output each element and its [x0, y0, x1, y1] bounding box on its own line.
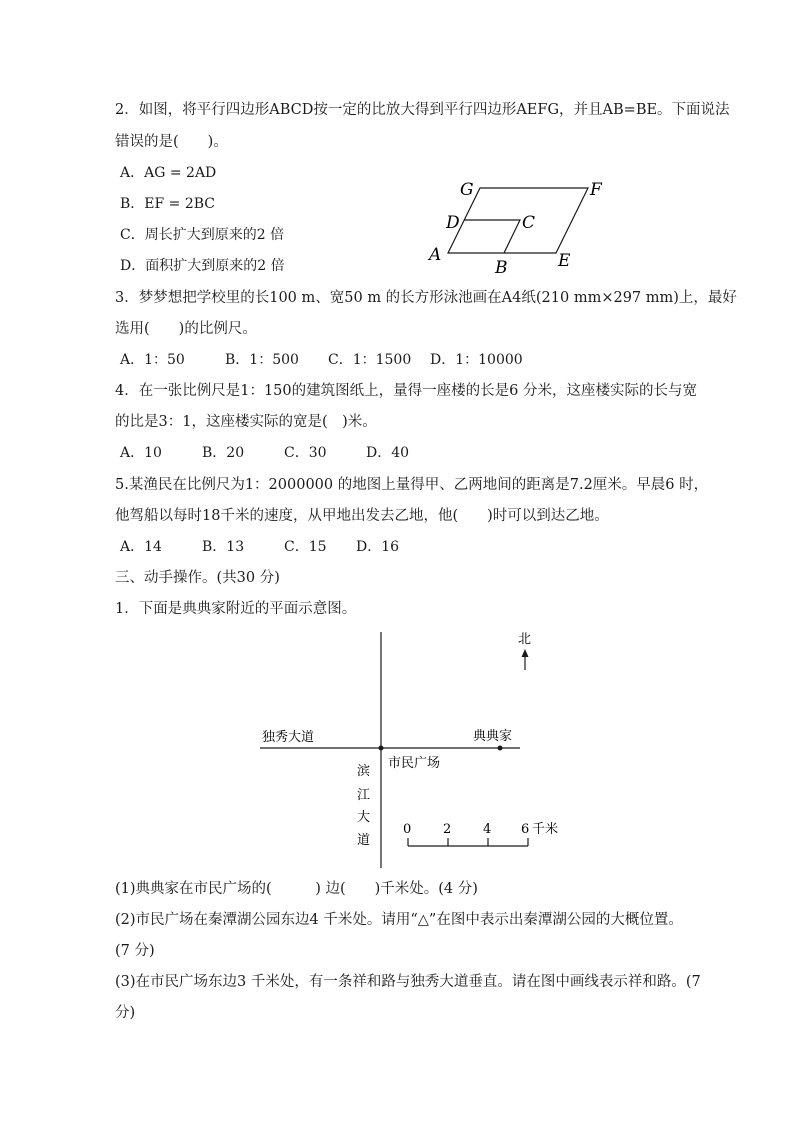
road-binjiang-char-4: 道: [357, 833, 371, 848]
label-a: A: [429, 245, 442, 265]
scale-unit: 千米: [532, 822, 559, 837]
q5-option-d: D．16: [356, 539, 400, 555]
q2-option-d: D．面积扩大到原来的2 倍: [120, 258, 285, 274]
section-3-q1-title: 1．下面是典典家附近的平面示意图。: [115, 601, 357, 617]
scale-label-2: 2: [443, 822, 452, 837]
q3-option-c: C．1：1500: [328, 352, 412, 368]
road-binjiang-char-1: 滨: [357, 764, 371, 779]
plaza-point: [379, 746, 384, 751]
section-3-title: 三、动手操作。(共30 分): [115, 570, 280, 586]
sub-question-1: (1)典典家在市民广场的( ) 边( )千米处。(4 分): [115, 881, 478, 897]
label-d: D: [446, 213, 460, 233]
plaza-label: 市民广场: [388, 756, 441, 771]
road-binjiang-char-3: 大: [357, 810, 371, 825]
q4-stem-line1: 4．在一张比例尺是1：150的建筑图纸上，量得一座楼的长是6 分米，这座楼实际的长与宽: [115, 383, 697, 399]
q5-option-a: A．14: [120, 539, 162, 555]
q5-stem-line1: 5.某渔民在比例尺为1：2000000 的地图上量得甲、乙两地间的距离是7.2厘米。早晨6 时，: [115, 477, 709, 493]
north-arrow-icon: [522, 649, 529, 657]
home-point: [498, 746, 503, 751]
q4-option-d: D．40: [366, 445, 410, 461]
scale-label-6: 6: [521, 822, 530, 837]
q2-option-b: B．EF = 2BC: [120, 196, 216, 212]
q3-stem-line2: 选用( )的比例尺。: [115, 321, 257, 337]
road-binjiang-char-2: 江: [357, 788, 371, 803]
q3-option-a: A．1：50: [120, 352, 185, 368]
q4-option-b: B．20: [202, 445, 245, 461]
q2-option-a: A．AG = 2AD: [120, 165, 217, 181]
sub-question-3-line1: (3)在市民广场东边3 千米处，有一条祥和路与独秀大道垂直。请在图中画线表示祥和路。(7: [115, 974, 701, 990]
q5-option-b: B．13: [202, 539, 245, 555]
scale-label-0: 0: [403, 822, 412, 837]
label-e: E: [558, 251, 571, 271]
home-label: 典典家: [473, 729, 513, 744]
label-f: F: [590, 180, 602, 200]
q5-stem-line2: 他驾船以每时18千米的速度，从甲地出发去乙地，他( )时可以到达乙地。: [115, 508, 609, 524]
q2-stem-line2: 错误的是( )。: [115, 134, 228, 150]
q4-stem-line2: 的比是3：1，这座楼实际的宽是( )米。: [115, 414, 377, 430]
scale-label-4: 4: [483, 822, 492, 837]
sub-question-2-line1: (2)市民广场在秦潭湖公园东边4 千米处。请用“△”在图中表示出秦潭湖公园的大概位置。: [115, 912, 683, 928]
q5-option-c: C．15: [284, 539, 327, 555]
label-b: B: [495, 258, 508, 277]
q4-option-c: C．30: [284, 445, 327, 461]
sub-question-2-line2: (7 分): [115, 943, 155, 959]
q2-option-c: C．周长扩大到原来的2 倍: [120, 227, 285, 243]
q2-stem-line1: 2．如图，将平行四边形ABCD按一定的比放大得到平行四边形AEFG，并且AB=BE。下面说法: [115, 102, 730, 118]
q3-stem-line1: 3．梦梦想把学校里的长100 m、宽50 m 的长方形泳池画在A4纸(210 mm×297 mm)上，最好: [115, 290, 737, 306]
label-c: C: [522, 213, 536, 233]
q3-option-b: B．1：500: [225, 352, 299, 368]
sub-question-3-line2: 分): [115, 1005, 136, 1021]
road-duxiu-label: 独秀大道: [262, 730, 315, 745]
q3-option-d: D．1：10000: [430, 352, 523, 368]
q4-option-a: A．10: [120, 445, 162, 461]
label-g: G: [460, 180, 474, 200]
north-label: 北: [518, 632, 532, 647]
